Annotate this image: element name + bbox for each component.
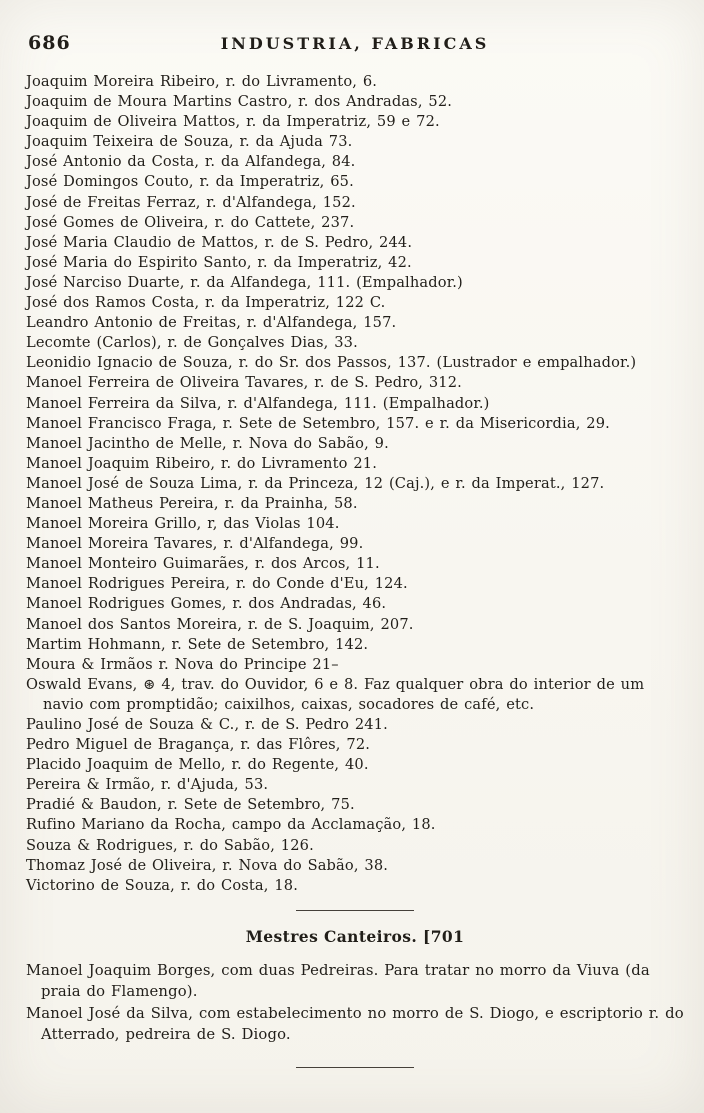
- section-entry: Manoel José da Silva, com estabelecimento no morro de S. Diogo, e escriptorio r. do Atterrado, pedreira de S. Diogo.: [26, 1004, 684, 1043]
- page-title: INDUSTRIA, FABRICAS: [220, 34, 490, 53]
- section-entry: Manoel Joaquim Borges, com duas Pedreiras. Para tratar no morro da Viuva (da praia do Flamengo).: [26, 961, 650, 1000]
- directory-entry: Leonidio Ignacio de Souza, r. do Sr. dos Passos, 137. (Lustrador e empalhador.): [26, 354, 637, 372]
- directory-entry: José Domingos Couto, r. da Imperatriz, 65.: [26, 173, 354, 191]
- directory-entry: Manoel Moreira Grillo, r, das Violas 104.: [26, 515, 340, 533]
- directory-entry: Manoel Jacintho de Melle, r. Nova do Sabão, 9.: [26, 434, 389, 452]
- page-header: [26, 34, 684, 58]
- directory-entry: Manoel Francisco Fraga, r. Sete de Setembro, 157. e r. da Misericordia, 29.: [26, 414, 610, 432]
- directory-entry: Oswald Evans, ⊛ 4, trav. do Ouvidor, 6 e 8. Faz qualquer obra do interior de um navio com promptidão; caixilhos, caixas, socadores de café, etc.: [26, 675, 645, 713]
- directory-entry: Manoel Ferreira de Oliveira Tavares, r. de S. Pedro, 312.: [26, 374, 462, 392]
- directory-entry: Pradié & Baudon, r. Sete de Setembro, 75.: [26, 796, 355, 814]
- directory-entry: José Maria do Espirito Santo, r. da Imperatriz, 42.: [26, 253, 412, 271]
- directory-entry: Souza & Rodrigues, r. do Sabão, 126.: [26, 836, 314, 854]
- directory-entry: Manoel dos Santos Moreira, r. de S. Joaquim, 207.: [26, 615, 414, 633]
- page-number: 686: [28, 32, 71, 54]
- directory-entry: Joaquim de Oliveira Mattos, r. da Imperatriz, 59 e 72.: [26, 113, 440, 131]
- directory-entry: José Maria Claudio de Mattos, r. de S. Pedro, 244.: [26, 233, 413, 251]
- directory-entry: Joaquim Moreira Ribeiro, r. do Livramento, 6.: [26, 73, 378, 90]
- directory-entry: Pedro Miguel de Bragança, r. das Flôres, 72.: [26, 736, 371, 754]
- section-divider: [296, 910, 414, 911]
- directory-entry: José dos Ramos Costa, r. da Imperatriz, 122 C.: [26, 294, 386, 312]
- section-entries: [26, 960, 684, 1045]
- directory-entry: Manoel Rodrigues Pereira, r. do Conde d'Eu, 124.: [26, 575, 408, 593]
- directory-entry: José Gomes de Oliveira, r. do Cattete, 237.: [26, 213, 355, 231]
- directory-entry: Placido Joaquim de Mello, r. do Regente, 40.: [26, 756, 369, 774]
- directory-entry: Paulino José de Souza & C., r. de S. Pedro 241.: [26, 716, 388, 733]
- directory-entry: Manoel Moreira Tavares, r. d'Alfandega, 99.: [26, 535, 364, 553]
- directory-entry: Leandro Antonio de Freitas, r. d'Alfandega, 157.: [26, 314, 397, 332]
- directory-entry: Manoel Monteiro Guimarães, r. dos Arcos, 11.: [26, 555, 380, 573]
- directory-entry: Moura & Irmãos r. Nova do Principe 21–: [26, 655, 339, 673]
- directory-entry: Lecomte (Carlos), r. de Gonçalves Dias, 33.: [26, 334, 358, 352]
- directory-entries: [26, 72, 684, 896]
- directory-entry: Joaquim Teixeira de Souza, r. da Ajuda 73.: [26, 133, 353, 151]
- directory-entry: Pereira & Irmão, r. d'Ajuda, 53.: [26, 776, 269, 794]
- directory-entry: Joaquim de Moura Martins Castro, r. dos Andradas, 52.: [26, 93, 453, 111]
- section-heading: Mestres Canteiros. [701: [245, 926, 465, 946]
- directory-entry: Thomaz José de Oliveira, r. Nova do Sabão, 38.: [26, 856, 389, 874]
- directory-entry: José de Freitas Ferraz, r. d'Alfandega, 152.: [26, 193, 356, 211]
- directory-entry: Martim Hohmann, r. Sete de Setembro, 142.: [26, 635, 369, 653]
- directory-entry: Manoel Matheus Pereira, r. da Prainha, 58.: [26, 494, 358, 512]
- directory-entry: Manoel Ferreira da Silva, r. d'Alfandega, 111. (Empalhador.): [26, 394, 490, 412]
- directory-entry: José Narciso Duarte, r. da Alfandega, 111. (Empalhador.): [26, 273, 463, 291]
- directory-entry: Manoel Rodrigues Gomes, r. dos Andradas, 46.: [26, 595, 387, 613]
- directory-entry: Manoel José de Souza Lima, r. da Princeza, 12 (Caj.), e r. da Imperat., 127.: [26, 474, 605, 492]
- directory-entry: Manoel Joaquim Ribeiro, r. do Livramento 21.: [26, 454, 378, 472]
- bottom-divider: [296, 1067, 414, 1068]
- directory-entry: Victorino de Souza, r. do Costa, 18.: [26, 876, 299, 894]
- directory-entry: José Antonio da Costa, r. da Alfandega, 84.: [26, 153, 356, 171]
- directory-entry: Rufino Mariano da Rocha, campo da Acclamação, 18.: [26, 816, 436, 834]
